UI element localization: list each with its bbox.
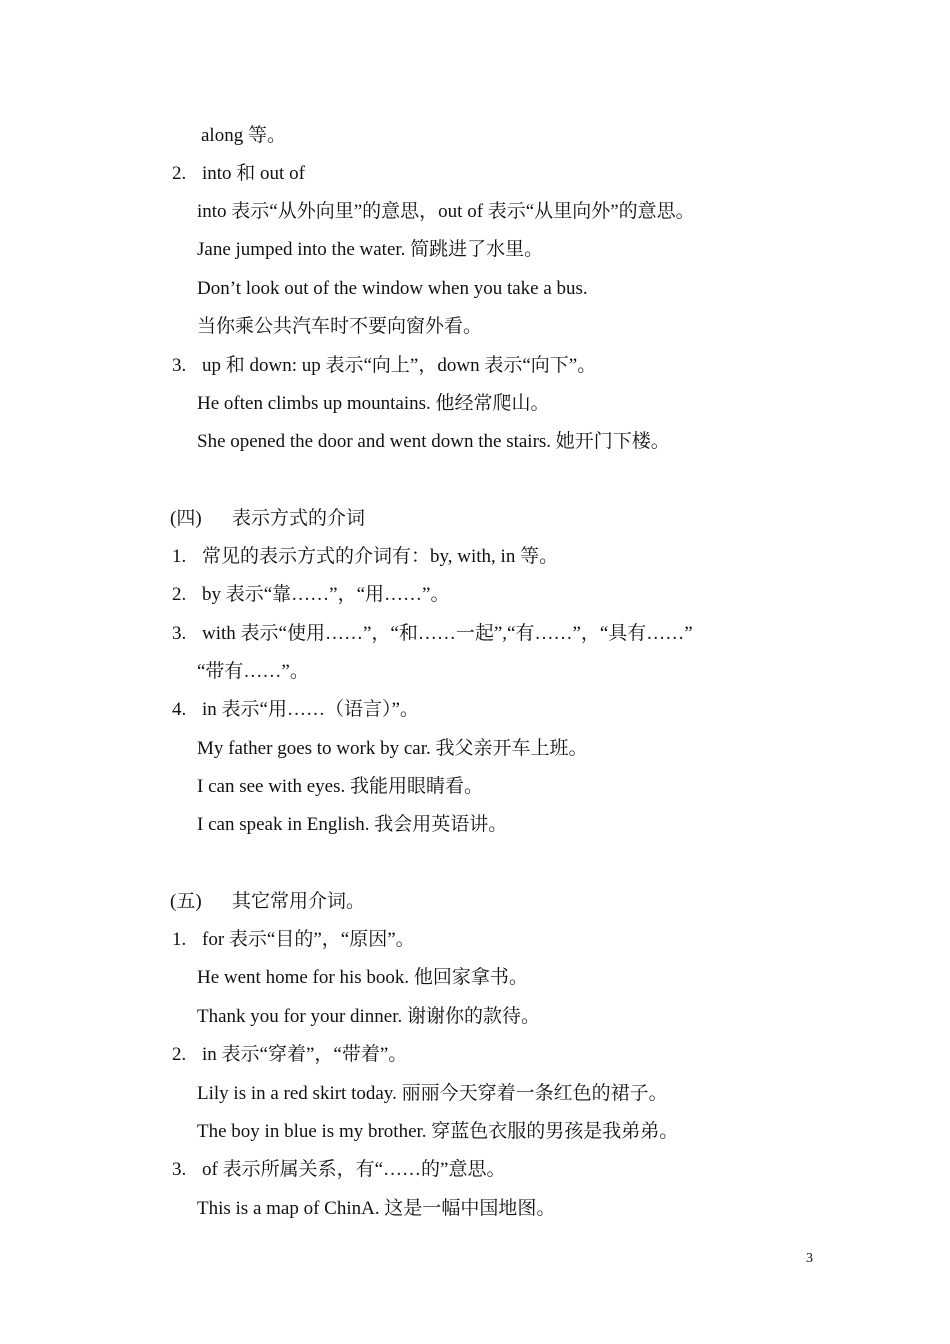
page-number: 3 (806, 1251, 813, 1266)
list-number: 3. (172, 623, 187, 644)
example-sentence: This is a map of ChinA. 这是一幅中国地图。 (197, 1198, 556, 1219)
example-sentence: I can see with eyes. 我能用眼睛看。 (197, 776, 483, 797)
section-number: (四) (170, 508, 202, 529)
section-title: 其它常用介词。 (232, 891, 366, 912)
list-number: 2. (172, 1044, 187, 1065)
list-number: 2. (172, 584, 187, 605)
example-sentence: Thank you for your dinner. 谢谢你的款待。 (197, 1006, 541, 1027)
list-number: 3. (172, 355, 187, 376)
list-item-text: of 表示所属关系，有“……的”意思。 (202, 1159, 506, 1180)
example-sentence: He went home for his book. 他回家拿书。 (197, 967, 528, 988)
list-number: 1. (172, 546, 187, 567)
list-number: 1. (172, 929, 187, 950)
list-item-text: into 和 out of (202, 163, 305, 184)
text-line: into 表示“从外向里”的意思，out of 表示“从里向外”的意思。 (197, 201, 695, 222)
example-sentence: Lily is in a red skirt today. 丽丽今天穿着一条红色的裙子。 (197, 1083, 668, 1104)
example-sentence: He often climbs up mountains. 他经常爬山。 (197, 393, 550, 414)
list-number: 2. (172, 163, 187, 184)
example-sentence: My father goes to work by car. 我父亲开车上班。 (197, 738, 588, 759)
list-item-text: for 表示“目的”，“原因”。 (202, 929, 415, 950)
text-line: “带有……”。 (197, 661, 309, 682)
list-item-text: by 表示“靠……”，“用……”。 (202, 584, 450, 605)
section-title: 表示方式的介词 (232, 508, 366, 529)
text-line: along 等。 (201, 125, 286, 146)
example-sentence: Don’t look out of the window when you take a bus. (197, 278, 588, 299)
list-item-text: 常见的表示方式的介词有：by, with, in 等。 (202, 546, 559, 567)
example-sentence: She opened the door and went down the stairs. 她开门下楼。 (197, 431, 670, 452)
section-number: (五) (170, 891, 202, 912)
list-item-text: with 表示“使用……”，“和……一起”,“有……”，“具有……” (202, 623, 693, 644)
list-number: 4. (172, 699, 187, 720)
list-item-text: in 表示“用……（语言）”。 (202, 699, 419, 720)
example-translation: 当你乘公共汽车时不要向窗外看。 (197, 316, 483, 337)
example-sentence: The boy in blue is my brother. 穿蓝色衣服的男孩是我弟弟。 (197, 1121, 679, 1142)
example-sentence: I can speak in English. 我会用英语讲。 (197, 814, 508, 835)
list-item-text: up 和 down: up 表示“向上”，down 表示“向下”。 (202, 355, 597, 376)
example-sentence: Jane jumped into the water. 简跳进了水里。 (197, 239, 544, 260)
list-item-text: in 表示“穿着”，“带着”。 (202, 1044, 408, 1065)
list-number: 3. (172, 1159, 187, 1180)
